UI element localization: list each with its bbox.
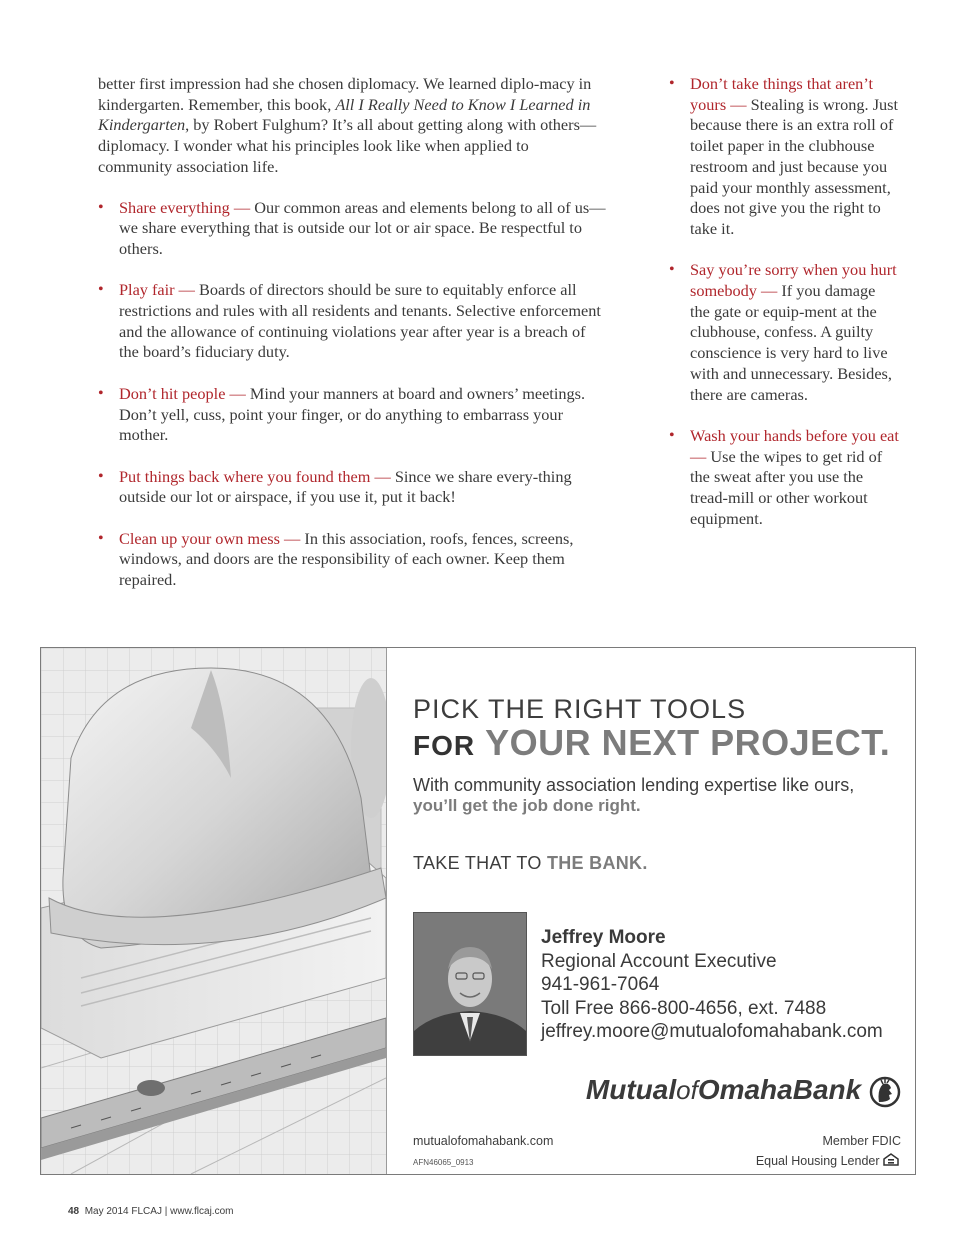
tip-body: Our common areas and elements belong to all of us—we share everything that is outside our lot or air space. Be respectful to others. — [119, 197, 606, 258]
contact-block — [541, 926, 883, 1044]
footer-separator: | — [164, 1206, 168, 1217]
ad-website[interactable]: mutualofomahabank.com — [413, 1134, 554, 1148]
contact-email[interactable]: jeffrey.moore@mutualofomahabank.com — [541, 1021, 883, 1042]
tips-list-left — [98, 198, 606, 591]
tip-heading: Don’t hit people — — [119, 383, 246, 403]
issue-label: May 2014 FLCAJ — [84, 1206, 162, 1217]
tip-heading: Play fair — — [119, 280, 195, 300]
hard-hat-icon — [41, 648, 386, 1174]
contact-tollfree: Toll Free 866-800-4656, ext. 7488 — [541, 997, 827, 1019]
tip-item — [98, 280, 606, 363]
member-fdic: Member FDIC — [822, 1134, 901, 1148]
tip-body: Stealing is wrong. Just because there is an extra roll of toilet paper in the clubhouse restroom and just because you paid your monthly assessment, does not give you the right to take it. — [690, 94, 899, 238]
ad-headline-project: YOUR NEXT PROJECT. — [485, 722, 891, 763]
tip-item — [669, 74, 899, 240]
person-portrait-icon — [414, 913, 526, 1055]
logo-word-of: of — [676, 1075, 698, 1105]
tip-body: Mind your manners at board and owners’ meetings. Don’t yell, cuss, point your finger, or do anything to embarrass your mother. — [119, 383, 586, 445]
tips-list-right — [669, 74, 899, 529]
tip-item — [98, 198, 606, 260]
logo-word-mutual: Mutual — [585, 1074, 677, 1105]
tip-body: Boards of directors should be sure to equitably enforce all restrictions and rules with all residents and tenants. Selective enforcement and the allowance of continuing violations year after year is a breach of the board’s fiduciary duty. — [119, 280, 601, 362]
indian-head-logo-icon — [869, 1076, 901, 1108]
equal-housing-icon — [883, 1153, 899, 1166]
page-number: 48 — [68, 1206, 80, 1217]
contact-name: Jeffrey Moore — [541, 927, 666, 948]
tip-heading: Say you’re sorry when you hurt somebody — — [690, 260, 897, 301]
tip-heading: Share everything — — [119, 197, 251, 217]
tip-item — [669, 260, 899, 405]
tagline-plain: TAKE THAT TO — [413, 853, 542, 873]
equal-housing-text: Equal Housing Lender — [755, 1154, 880, 1168]
ad-headline-for: FOR — [413, 730, 476, 761]
tip-body: In this association, roofs, fences, screens, windows, and doors are the responsibility of each owner. Keep them repaired. — [119, 528, 574, 590]
ad-code: AFN46065_0913 — [413, 1158, 474, 1167]
tip-item — [98, 384, 606, 446]
tip-heading: Clean up your own mess — — [119, 528, 301, 548]
ad-headline-line2 — [413, 722, 890, 764]
ad-text-area — [413, 648, 915, 1174]
tip-item — [669, 426, 899, 530]
contact-title: Regional Account Executive — [541, 950, 777, 972]
tip-body: If you damage the gate or equip-ment at the clubhouse, confess. A guilty conscience is very hard to live with and unnecessary. Besides, there are cameras. — [690, 281, 892, 404]
tip-item — [98, 467, 606, 508]
ad-subheading-line1: With community association lending expertise like ours, — [413, 775, 855, 795]
article-right-column — [669, 74, 899, 550]
page-footer — [68, 1206, 233, 1217]
ad-subheading-line2: you’ll get the job done right. — [413, 796, 641, 815]
book-title: All I Really Need to Know I Learned in Kindergarten — [98, 94, 591, 135]
tip-heading: Wash your hands before you eat — — [690, 425, 899, 466]
footer-website[interactable]: www.flcaj.com — [170, 1206, 234, 1217]
equal-housing-lender — [756, 1153, 899, 1168]
tagline-bold: THE BANK. — [546, 853, 648, 873]
hard-hat-blueprint-image — [41, 648, 387, 1174]
article-left-column — [98, 74, 606, 612]
ad-headline-line1: PICK THE RIGHT TOOLS — [413, 694, 747, 724]
bank-advertisement — [40, 647, 916, 1175]
tip-item — [98, 529, 606, 591]
tip-body: Since we share every-thing outside our lot or airspace, if you use it, put it back! — [119, 466, 572, 507]
contact-photo — [413, 912, 527, 1056]
tip-heading: Put things back where you found them — — [119, 466, 391, 486]
tip-body: Use the wipes to get rid of the sweat after you use the tread-mill or other workout equipment. — [690, 446, 883, 528]
intro-text: better first impression had she chosen diplomacy. We learned diplo-macy in kindergarten. Remember, this book, — [98, 74, 592, 114]
intro-paragraph — [98, 74, 606, 178]
contact-phone: 941-961-7064 — [541, 974, 660, 995]
intro-text-cont: , by Robert Fulghum? It’s all about getting along with others—diplomacy. I wonder what his principles look like when applied to community association life. — [98, 115, 597, 176]
bank-logo — [586, 1074, 901, 1108]
ad-tagline — [413, 853, 648, 874]
tip-heading: Don’t take things that aren’t yours — — [690, 74, 873, 114]
logo-word-omahabank: OmahaBank — [697, 1074, 862, 1105]
